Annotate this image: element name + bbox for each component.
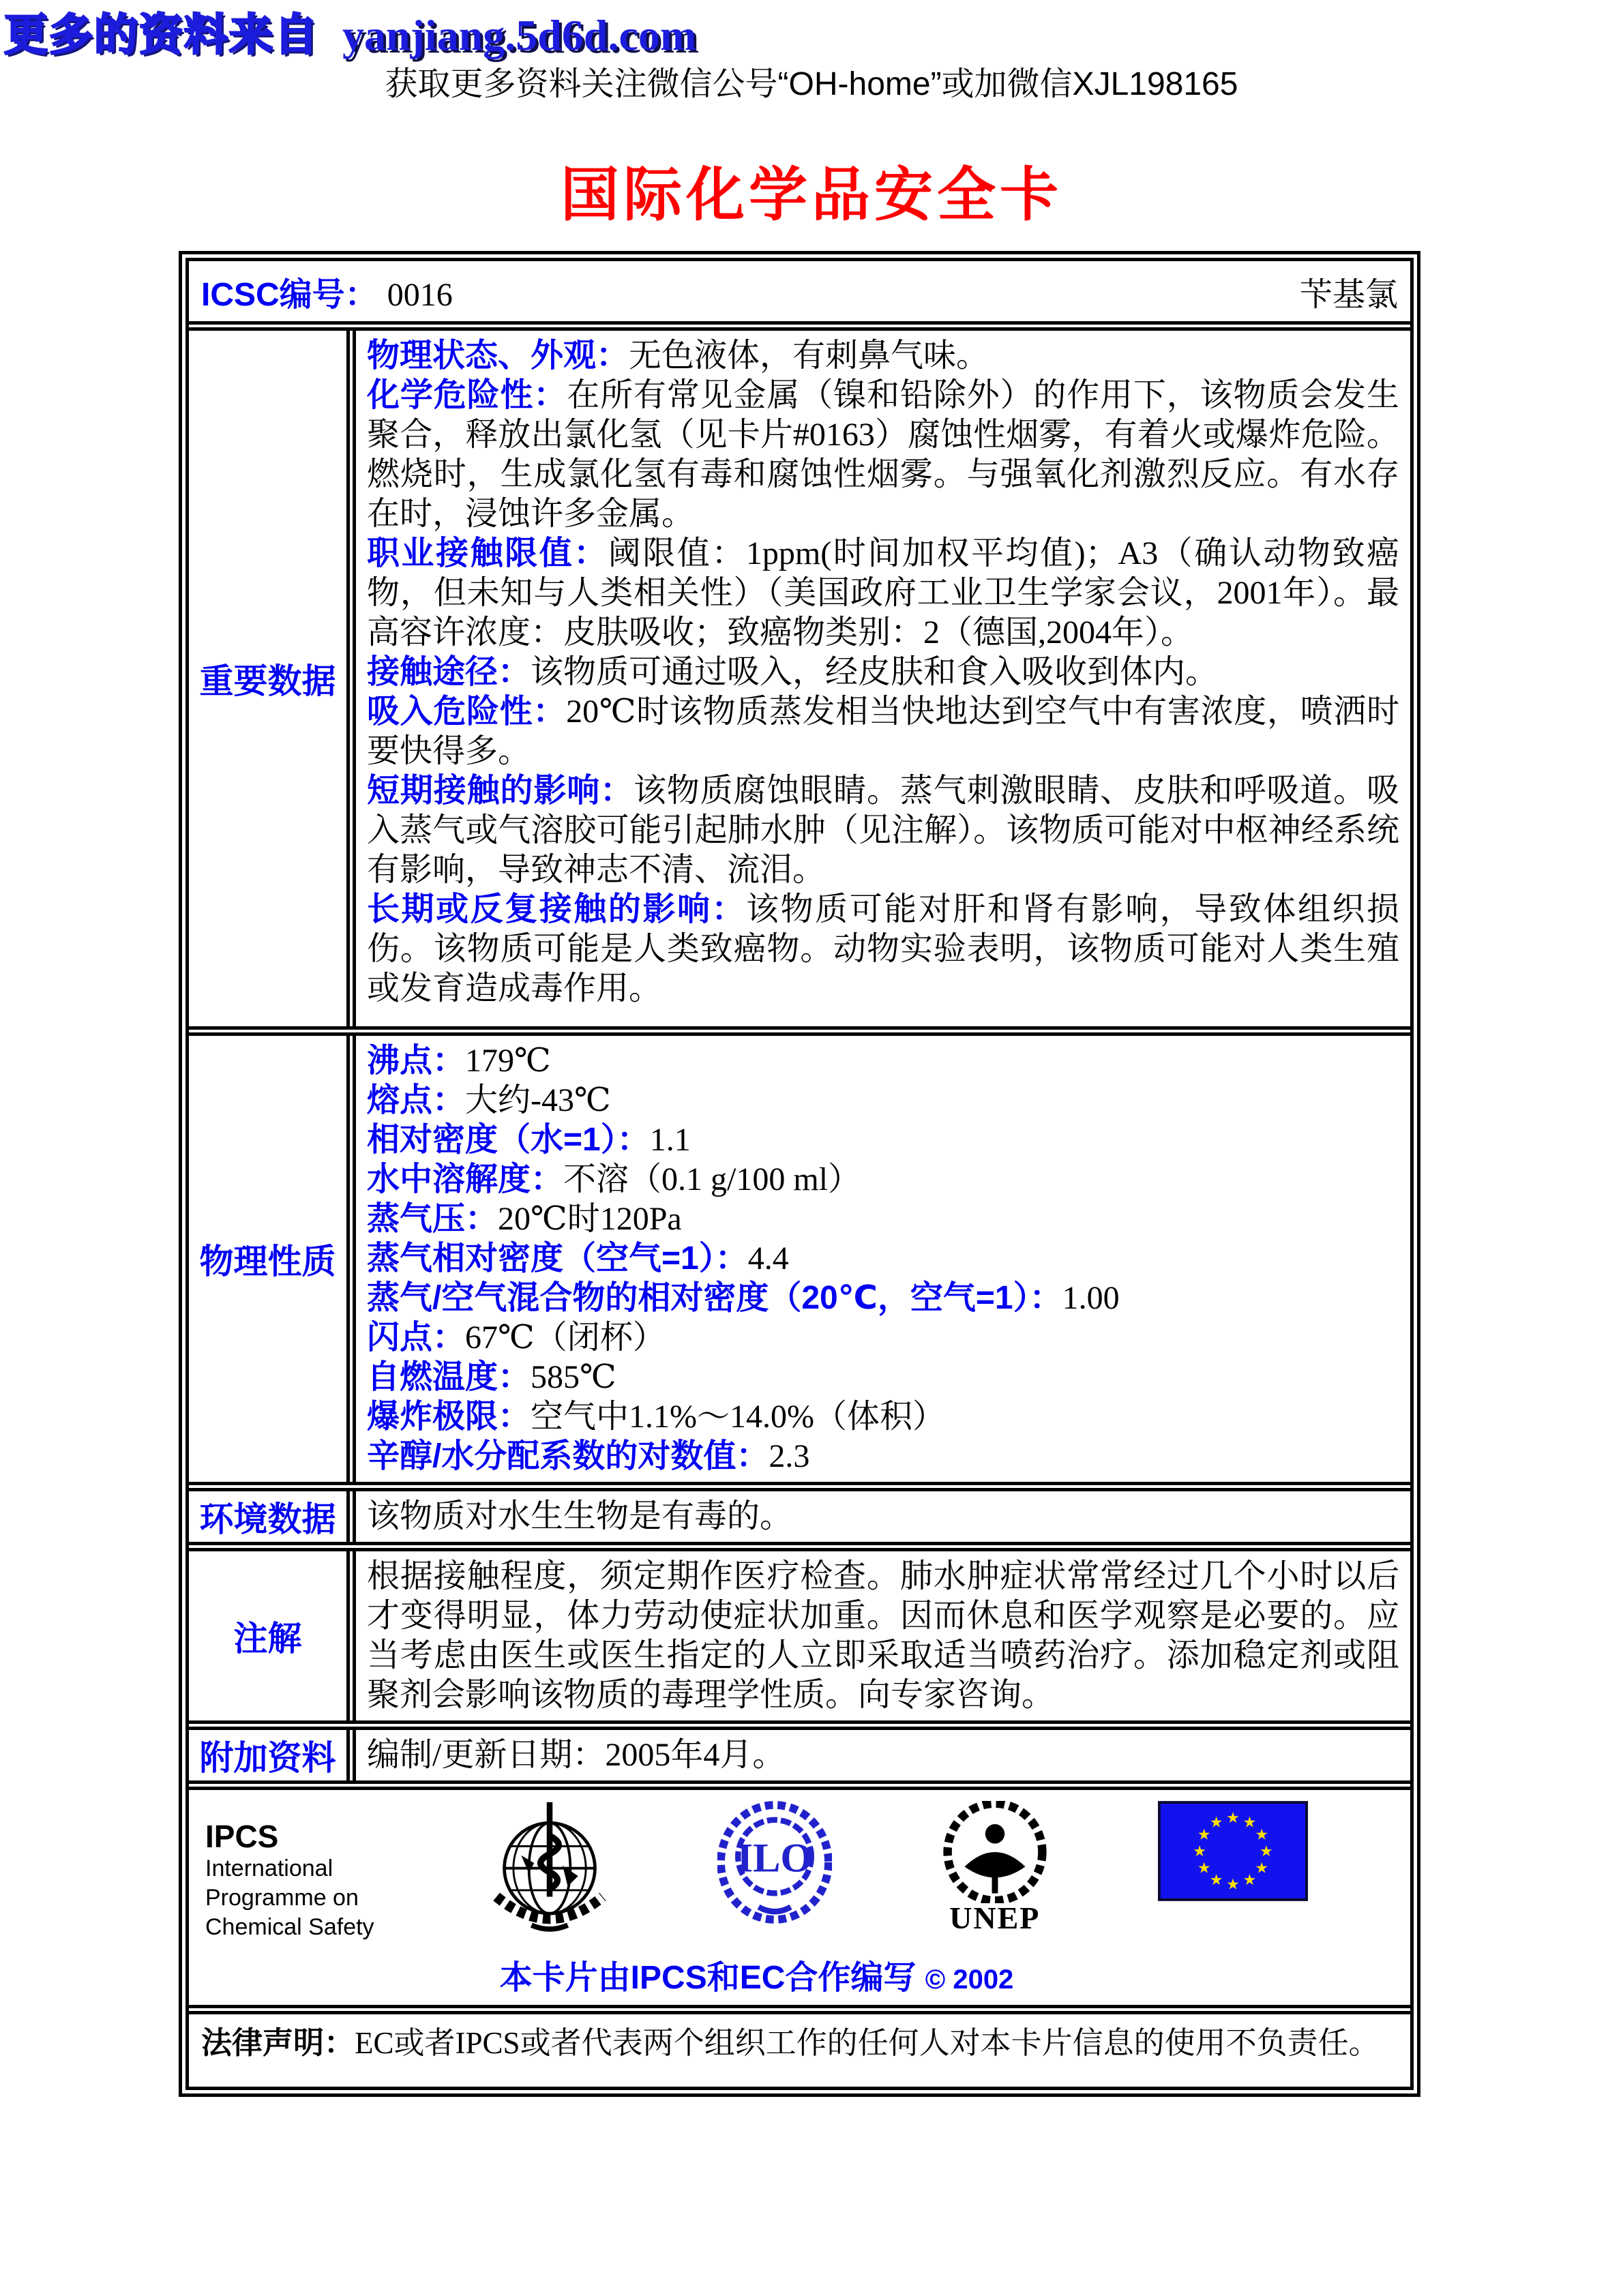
- important-item: 物理状态、外观：无色液体，有刺鼻气味。: [367, 338, 989, 374]
- physical-property: 水中溶解度：不溶（0.1 g/100 ml）: [367, 1161, 861, 1197]
- page-title: 国际化学品安全卡: [561, 162, 1062, 228]
- card-header-row: [189, 261, 1410, 321]
- legal-disclaimer-label: 法律声明：: [201, 2025, 355, 2060]
- svg-text:★: ★: [1226, 1809, 1240, 1827]
- important-item: 吸入危险性：20℃时该物质蒸发相当快地达到空气中有害浓度，喷洒时要快得多。: [367, 694, 1399, 769]
- ipcs-subtitle-line: International: [205, 1855, 333, 1881]
- important-item: 化学危险性：在所有常见金属（镍和铅除外）的作用下，该物质会发生聚合，释放出氯化氢（见卡片#0163）腐蚀性烟雾，有着火或爆炸危险。燃烧时，生成氯化氢有毒和腐蚀性烟雾。与强氧化剂激烈反应。有水存在时，浸蚀许多金属。: [367, 377, 1399, 532]
- additional-info-content: 编制/更新日期：2005年4月。: [367, 1737, 786, 1773]
- physical-property: 蒸气/空气混合物的相对密度（20℃，空气=1）：1.00: [367, 1280, 1120, 1316]
- important-item: 长期或反复接触的影响：该物质可能对肝和肾有影响，导致体组织损伤。该物质可能是人类致癌物。动物实验表明，该物质可能对人类生殖或发育造成毒作用。: [367, 891, 1399, 1007]
- who-logo-icon: [485, 1801, 614, 1944]
- svg-text:★: ★: [1255, 1826, 1269, 1844]
- physical-properties-content: [356, 1036, 1410, 1482]
- promo-header-text: 更多的资料来自: [4, 10, 319, 59]
- physical-property: 蒸气压：20℃时120Pa: [367, 1201, 682, 1237]
- physical-property: 蒸气相对密度（空气=1）：4.4: [367, 1240, 789, 1277]
- svg-text:★: ★: [1242, 1872, 1257, 1890]
- eu-flag-icon: [1158, 1801, 1308, 1905]
- important-data-content: [356, 331, 1410, 1026]
- svg-text:★: ★: [1197, 1826, 1211, 1844]
- svg-text:★: ★: [1242, 1814, 1257, 1832]
- physical-properties-row: [189, 1026, 1410, 1482]
- legal-disclaimer-row: [189, 2005, 1410, 2087]
- physical-property: 相对密度（水=1）：1.1: [367, 1122, 691, 1158]
- svg-text:★: ★: [1226, 1876, 1240, 1894]
- ipcs-subtitle-line: Chemical Safety: [205, 1914, 374, 1940]
- copyright-year: © 2002: [925, 1965, 1014, 1995]
- cooperation-caption: 本卡片由IPCS和EC合作编写 © 2002: [499, 1960, 1014, 1996]
- svg-text:★: ★: [1197, 1860, 1211, 1877]
- logos-band: [205, 1801, 1308, 1944]
- unep-logo-block: [934, 1801, 1056, 1934]
- ipcs-text-block: [205, 1801, 383, 1942]
- chemical-name: 苄基氯: [1299, 276, 1398, 313]
- additional-info-row: [189, 1720, 1410, 1780]
- notes-row: [189, 1542, 1410, 1720]
- svg-text:★: ★: [1209, 1872, 1223, 1890]
- physical-property: 熔点：大约-43℃: [367, 1082, 611, 1118]
- important-data-label: 重要数据: [189, 331, 356, 1026]
- important-item: 职业接触限值：阈限值：1ppm(时间加权平均值)；A3（确认动物致癌物，但未知与人类相关性）（美国政府工业卫生学家会议，2001年）。最高容许浓度：皮肤吸收；致癌物类别：2（德国,2004年）。: [367, 535, 1399, 651]
- icsc-number-group: [201, 268, 453, 315]
- environment-data-label: 环境数据: [189, 1491, 356, 1542]
- important-item: 短期接触的影响：该物质腐蚀眼睛。蒸气刺激眼睛、皮肤和呼吸道。吸入蒸气或气溶胶可能引起肺水肿（见注解）。该物质可能对中枢神经系统有影响，导致神志不清、流泪。: [367, 773, 1399, 888]
- physical-property: 闪点：67℃（闭杯）: [367, 1320, 666, 1356]
- ilo-logo-icon: [717, 1801, 832, 1927]
- svg-text:ILO: ILO: [736, 1835, 812, 1881]
- important-data-row: [189, 321, 1410, 1026]
- legal-disclaimer-text: EC或者IPCS或者代表两个组织工作的任何人对本卡片信息的使用不负责任。: [355, 2026, 1380, 2060]
- important-item: 接触途径：该物质可通过吸入，经皮肤和食入吸收到体内。: [367, 654, 1219, 690]
- notes-label: 注解: [189, 1551, 356, 1720]
- promo-header: [4, 0, 696, 63]
- icsc-number-value: 0016: [387, 276, 453, 313]
- notes-content: 根据接触程度，须定期作医疗检查。肺水肿症状常常经过几个小时以后才变得明显，体力劳动使症状加重。因而休息和医学观察是必要的。应当考虑由医生或医生指定的人立即采取适当喷药治疗。添加稳定剂或阻聚剂会影响该物质的毒理学性质。向专家咨询。: [367, 1558, 1399, 1713]
- svg-text:★: ★: [1193, 1843, 1206, 1860]
- physical-property: 沸点：179℃: [367, 1043, 551, 1079]
- promo-subheader: 获取更多资料关注微信公号“OH-home”或加微信XJL198165: [385, 66, 1238, 102]
- physical-property: 辛醇/水分配系数的对数值：2.3: [367, 1438, 810, 1474]
- additional-info-label: 附加资料: [189, 1730, 356, 1780]
- ipcs-title: IPCS: [205, 1819, 279, 1854]
- environment-data-row: [189, 1482, 1410, 1542]
- physical-property: 爆炸极限：空气中1.1%～14.0%（体积）: [367, 1399, 945, 1435]
- ipcs-subtitle-line: Programme on: [205, 1885, 359, 1911]
- environment-data-content: 该物质对水生生物是有毒的。: [367, 1498, 793, 1534]
- unep-logo-text: UNEP: [949, 1900, 1041, 1935]
- icsc-number-label: ICSC编号：: [201, 276, 378, 313]
- svg-text:★: ★: [1209, 1814, 1223, 1832]
- physical-properties-label: 物理性质: [189, 1036, 356, 1482]
- logos-row: [189, 1780, 1410, 2005]
- physical-property: 自燃温度：585℃: [367, 1359, 616, 1395]
- promo-site-link[interactable]: yanjiang.5d6d.com: [342, 11, 697, 59]
- svg-text:★: ★: [1260, 1843, 1273, 1860]
- safety-card-table: [179, 251, 1420, 2097]
- svg-text:★: ★: [1255, 1860, 1269, 1877]
